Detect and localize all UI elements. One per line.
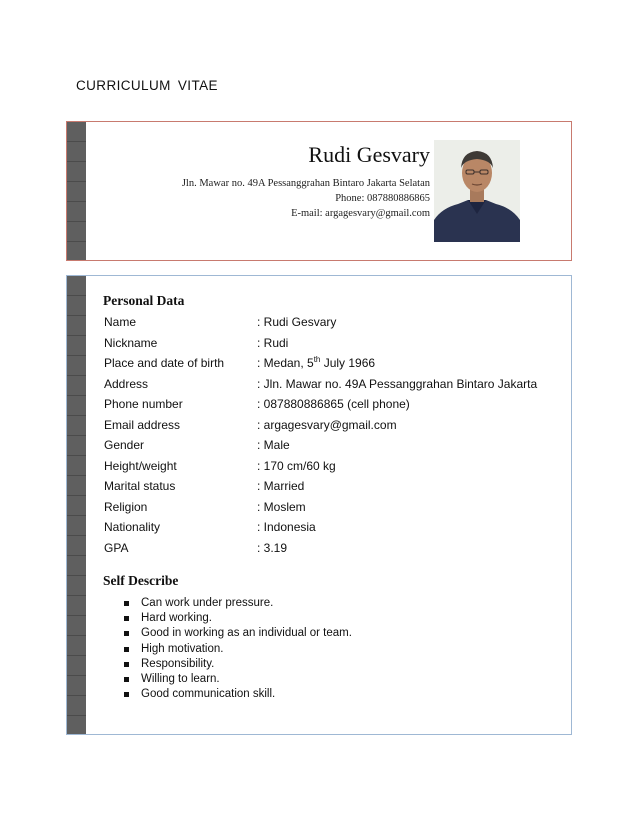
content-box	[66, 275, 572, 735]
row-label: GPA	[104, 540, 129, 555]
data-row-address	[104, 374, 564, 395]
row-value: : 3.19	[257, 540, 288, 555]
birth-value-pre: : Medan, 5	[257, 356, 314, 370]
data-row-nickname	[104, 333, 564, 354]
row-value	[257, 353, 375, 374]
row-label: Nickname	[104, 335, 158, 350]
self-describe-list	[121, 596, 352, 702]
row-label: Phone number	[104, 397, 183, 411]
list-item: Willing to learn.	[121, 672, 352, 687]
data-row-nationality	[104, 517, 564, 538]
list-item: Responsibility.	[121, 657, 352, 672]
content-side-stripe	[67, 276, 86, 734]
profile-photo	[434, 140, 520, 242]
data-row-name	[104, 312, 564, 333]
row-label: Address	[104, 376, 149, 391]
data-row-gender	[104, 435, 564, 456]
document-title: CURRICULUM VITAE	[76, 78, 218, 93]
data-row-religion	[104, 497, 564, 518]
list-item: Good in working as an individual or team.	[121, 626, 352, 641]
list-item: Hard working.	[121, 611, 352, 626]
row-value: : 087880886865 (cell phone)	[257, 397, 410, 411]
row-value: : Moslem	[257, 499, 306, 514]
row-label: Marital status	[104, 479, 176, 493]
row-label: Religion	[104, 499, 148, 514]
header-email: E-mail: argagesvary@gmail.com	[291, 208, 430, 219]
data-row-height-weight	[104, 456, 564, 477]
birth-value-post: July 1966	[320, 356, 376, 370]
row-value: : Rudi	[257, 335, 289, 350]
data-row-email	[104, 415, 564, 436]
row-label: Gender	[104, 438, 145, 452]
row-value: : Married	[257, 479, 305, 493]
row-label: Height/weight	[104, 458, 177, 473]
row-value: : 170 cm/60 kg	[257, 458, 336, 473]
row-label: Name	[104, 315, 137, 329]
row-value: : Male	[257, 438, 290, 452]
header-phone: Phone: 087880886865	[335, 193, 430, 204]
data-row-gpa	[104, 538, 564, 559]
data-row-phone	[104, 394, 564, 415]
list-item: Can work under pressure.	[121, 596, 352, 611]
list-item: Good communication skill.	[121, 687, 352, 702]
row-label: Place and date of birth	[104, 356, 225, 370]
personal-data-heading: Personal Data	[103, 293, 185, 308]
row-value: : Indonesia	[257, 520, 316, 534]
header-side-stripe	[67, 122, 86, 260]
row-value: : argagesvary@gmail.com	[257, 417, 397, 432]
row-value: : Jln. Mawar no. 49A Pessanggrahan Bintaro Jakarta	[257, 376, 538, 391]
header-box	[66, 121, 572, 261]
personal-data-list	[104, 312, 564, 558]
data-row-birth	[104, 353, 564, 374]
contact-block	[182, 140, 430, 221]
data-row-marital-status	[104, 476, 564, 497]
birth-value-sup: th	[313, 355, 321, 364]
row-label: Email address	[104, 417, 181, 432]
portrait-image	[434, 140, 520, 242]
candidate-name: Rudi Gesvary	[308, 142, 430, 167]
row-label: Nationality	[104, 520, 161, 534]
list-item: High motivation.	[121, 642, 352, 657]
row-value: : Rudi Gesvary	[257, 315, 337, 329]
header-address: Jln. Mawar no. 49A Pessanggrahan Bintaro Jakarta Selatan	[181, 178, 430, 189]
self-describe-heading: Self Describe	[103, 573, 179, 588]
